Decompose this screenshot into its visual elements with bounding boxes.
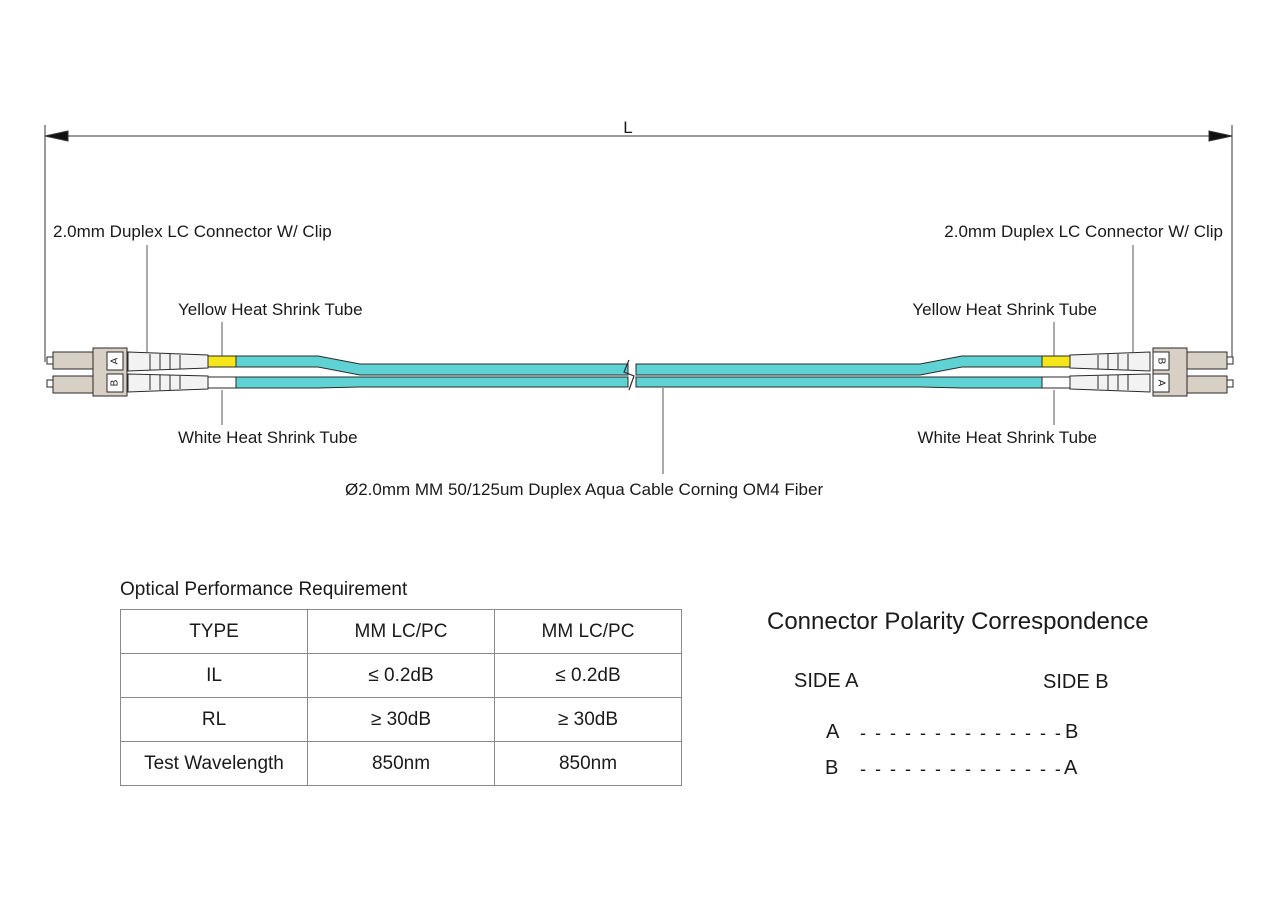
length-label: L (623, 118, 633, 137)
left-yellow-tube (208, 356, 236, 367)
table-cell: MM LC/PC (308, 610, 495, 654)
table-cell: ≥ 30dB (495, 698, 682, 742)
right-connector-label: 2.0mm Duplex LC Connector W/ Clip (944, 222, 1223, 241)
table-cell: ≥ 30dB (308, 698, 495, 742)
polarity-row-2-side-a: B (825, 757, 839, 779)
left-boot-bottom (128, 374, 208, 392)
cable-right-lower (636, 377, 1042, 388)
table-row (121, 610, 682, 654)
right-white-tube-label: White Heat Shrink Tube (917, 428, 1097, 447)
table-cell: 850nm (495, 742, 682, 786)
side-a-label: SIDE A (794, 670, 859, 692)
cable-label: Ø2.0mm MM 50/125um Duplex Aqua Cable Corning OM4 Fiber (345, 480, 824, 499)
left-boots (128, 352, 208, 392)
table-cell: TYPE (121, 610, 308, 654)
table-cell: MM LC/PC (495, 610, 682, 654)
right-boot-top (1070, 352, 1150, 371)
left-bottom-polarity-mark: B (109, 379, 121, 387)
right-lc-connector (1153, 348, 1233, 396)
left-yellow-tube-label: Yellow Heat Shrink Tube (178, 300, 363, 319)
left-boot-top (128, 352, 208, 371)
performance-table (120, 609, 682, 786)
cable-right (636, 356, 1042, 388)
table-row (121, 654, 682, 698)
side-b-label: SIDE B (1043, 671, 1109, 693)
table-cell: ≤ 0.2dB (308, 654, 495, 698)
right-top-polarity-mark: B (1155, 357, 1167, 365)
right-yellow-tube-label: Yellow Heat Shrink Tube (912, 300, 1097, 319)
right-bottom-polarity-mark: A (1155, 379, 1167, 387)
table-cell: IL (121, 654, 308, 698)
table-cell: ≤ 0.2dB (495, 654, 682, 698)
table-row (121, 698, 682, 742)
cable-right-upper (636, 356, 1042, 375)
right-yellow-tube (1042, 356, 1070, 367)
left-top-polarity-mark: A (109, 357, 121, 365)
polarity-row-1-dashes: - - - - - - - - - - - - - - (860, 723, 1063, 743)
performance-title: Optical Performance Requirement (120, 579, 408, 600)
polarity-row-1-side-b: B (1065, 721, 1079, 743)
table-cell: 850nm (308, 742, 495, 786)
table-row (121, 742, 682, 786)
polarity-row-2-dashes: - - - - - - - - - - - - - - (860, 759, 1063, 779)
right-arrowhead (1209, 131, 1232, 141)
right-boot-bottom (1070, 374, 1150, 392)
left-arrowhead (45, 131, 68, 141)
polarity-row-2-side-b: A (1064, 757, 1078, 779)
cable-left-upper (236, 356, 628, 375)
polarity-title: Connector Polarity Correspondence (767, 608, 1149, 635)
left-lc-connector (47, 348, 127, 396)
left-connector-label: 2.0mm Duplex LC Connector W/ Clip (53, 222, 332, 241)
polarity-row-1-side-a: A (826, 721, 840, 743)
cable-left (236, 356, 628, 388)
right-white-tube (1042, 377, 1070, 388)
right-boots (1070, 352, 1150, 392)
left-white-tube-label: White Heat Shrink Tube (178, 428, 358, 447)
table-cell: RL (121, 698, 308, 742)
table-cell: Test Wavelength (121, 742, 308, 786)
left-white-tube (208, 377, 236, 388)
cable-left-lower (236, 377, 628, 388)
